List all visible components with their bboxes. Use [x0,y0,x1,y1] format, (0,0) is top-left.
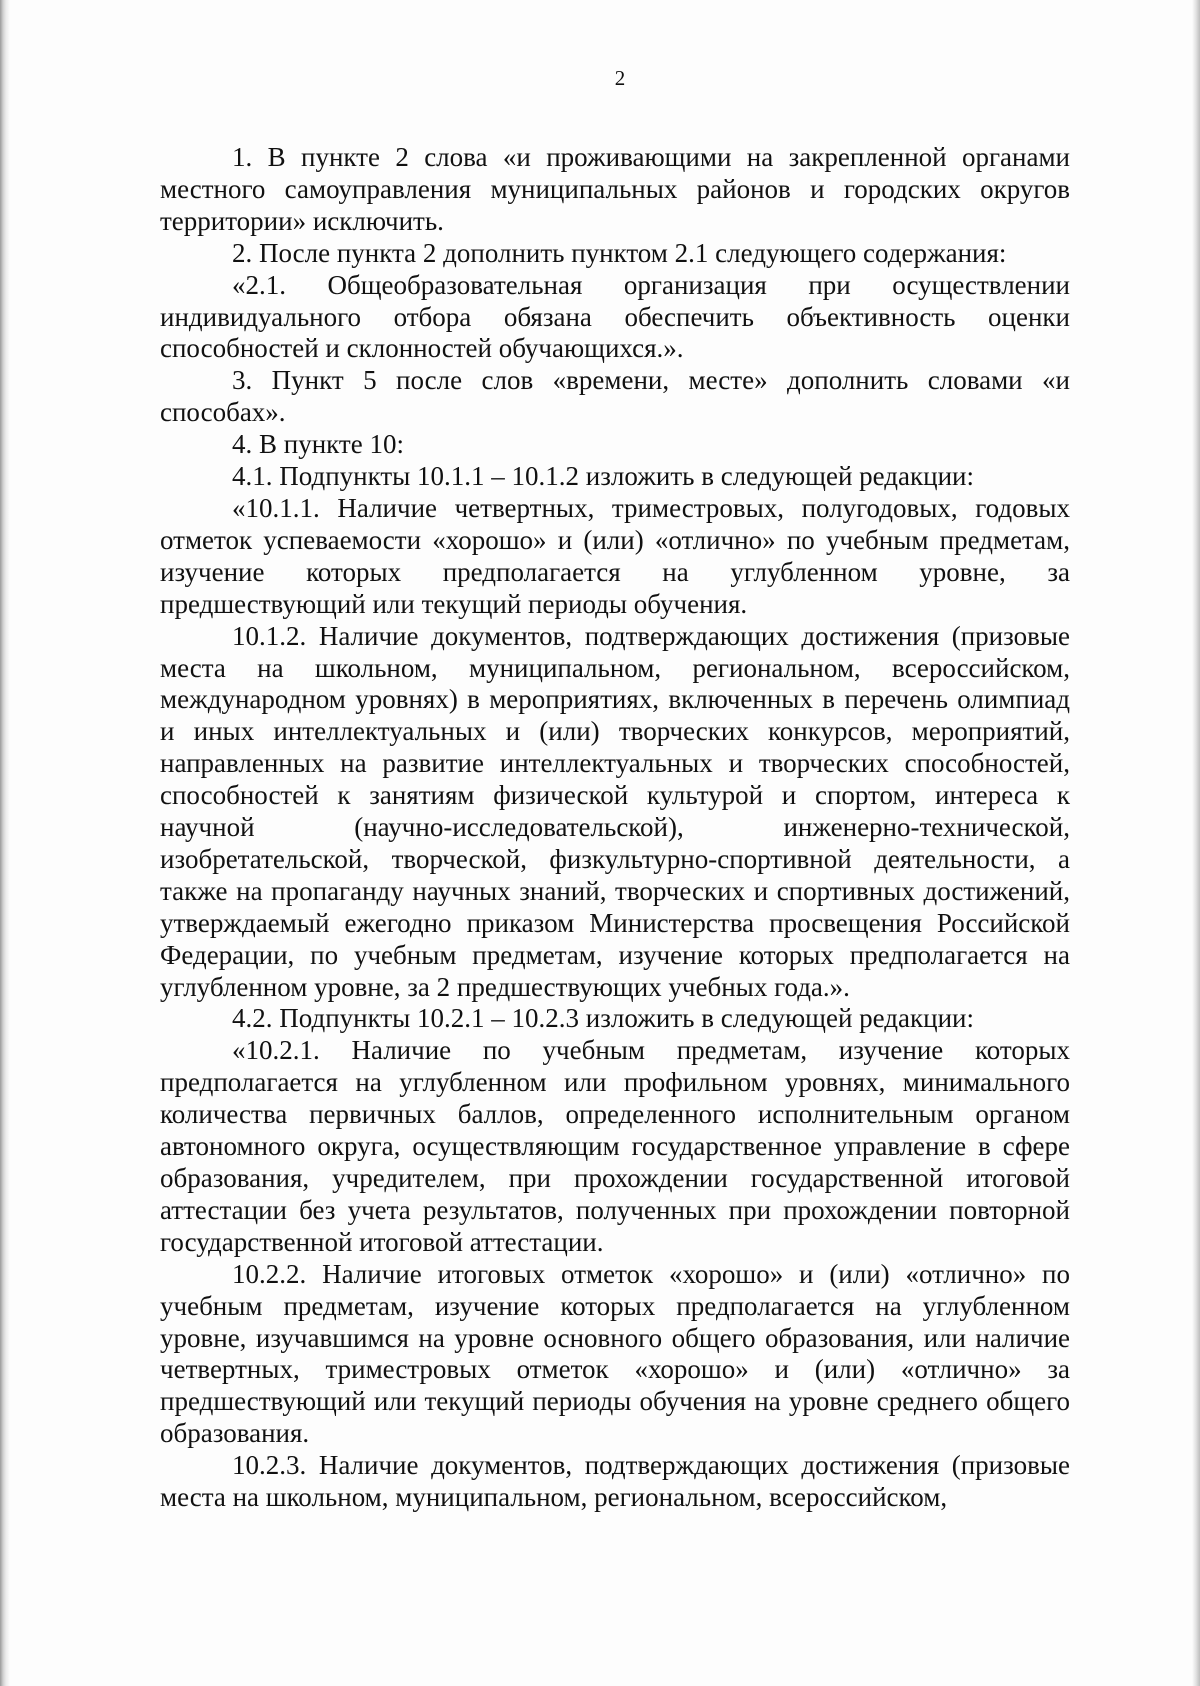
scan-edge-left [0,0,10,1686]
paragraph-item-2-1: «2.1. Общеобразовательная организация при осуществлении индивидуального отбора обязана обеспечить объективность оценки способностей и склонностей обучающихся.». [160,269,1070,364]
paragraph-item-3: 3. Пункт 5 после слов «времени, месте» дополнить словами «и способах». [160,365,1070,428]
paragraph-item-10-1-1: «10.1.1. Наличие четвертных, триместровых, полугодовых, годовых отметок успеваемости «хорошо» и (или) «отлично» по учебным предметам, изучение которых предполагается на углубленном уровне, за предшествующий или текущий периоды обучения. [160,492,1070,619]
paragraph-item-4: 4. В пункте 10: [232,429,404,460]
paragraph-item-10-2-2: 10.2.2. Наличие итоговых отметок «хорошо» и (или) «отлично» по учебным предметам, изучение которых предполагается на углубленном уровне, изучавшимся на уровне основного общего образования, или наличие четвертных, триместровых отметок «хорошо» и (или) «отлично» за предшествующий или текущий периоды обучения на уровне среднего общего образования. [160,1258,1070,1449]
document-body [160,142,1070,1514]
paragraph-item-4-1: 4.1. Подпункты 10.1.1 – 10.1.2 изложить в следующей редакции: [232,461,974,492]
page-number: 2 [614,66,626,90]
paragraph-item-2: 2. После пункта 2 дополнить пунктом 2.1 следующего содержания: [232,237,1007,268]
paragraph-item-4-2: 4.2. Подпункты 10.2.1 – 10.2.3 изложить в следующей редакции: [232,1003,974,1034]
paragraph-item-1: 1. В пункте 2 слова «и проживающими на закрепленной органами местного самоуправления муниципальных районов и городских округов территории» исключить. [160,142,1070,236]
paragraph-item-10-1-2: 10.1.2. Наличие документов, подтверждающих достижения (призовые места на школьном, муниципальном, региональном, всероссийском, международном уровнях) в мероприятиях, включенных в перечень олимпиад и иных интеллектуальных и (или) творческих конкурсов, мероприятий, направленных на развитие интеллектуальных и творческих способностей, способностей к занятиям физической культурой и спортом, интереса к научной (научно-исследовательской), инженерно-технической, изобретательской, творческой, физкультурно-спортивной деятельности, а также на пропаганду научных знаний, творческих и спортивных достижений, утверждаемый ежегодно приказом Министерства просвещения Российской Федерации, по учебным предметам, изучение которых предполагается на углубленном уровне, за 2 предшествующих учебных года.». [160,620,1070,1002]
paragraph-item-10-2-1: «10.2.1. Наличие по учебным предметам, изучение которых предполагается на углубленном или профильном уровнях, минимального количества первичных баллов, определенного исполнительным органом автономного округа, осуществляющим государственное управление в сфере образования, учредителем, при прохождении государственной итоговой аттестации без учета результатов, полученных при прохождении повторной государственной итоговой аттестации. [160,1035,1070,1257]
scan-edge-right [1192,0,1200,1686]
paragraph-item-10-2-3: 10.2.3. Наличие документов, подтверждающих достижения (призовые места на школьном, муниципальном, региональном, всероссийском, [160,1450,1070,1513]
